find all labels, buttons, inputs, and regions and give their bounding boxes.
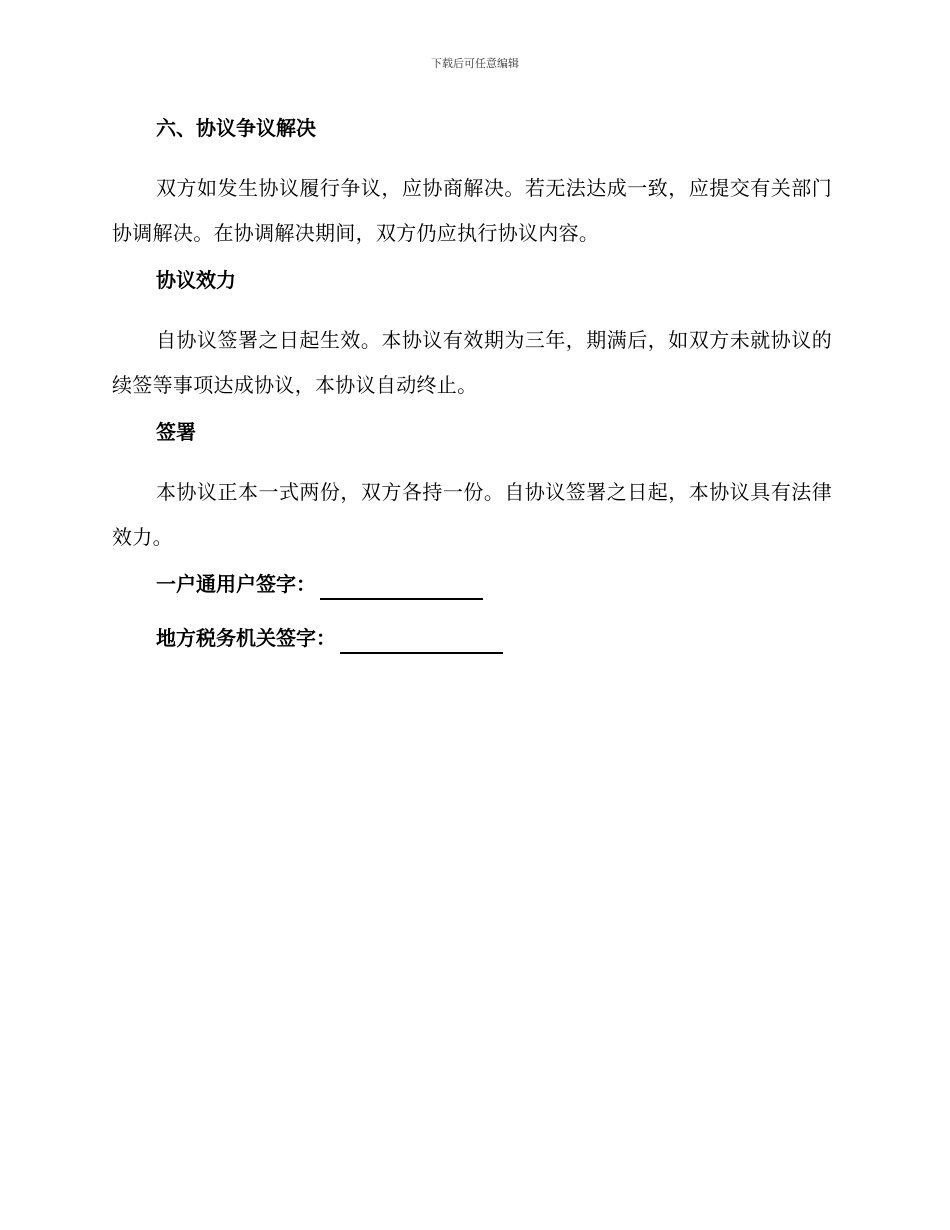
household-signature-label: 一户通用户签字： — [156, 572, 316, 596]
household-signature-blank — [320, 576, 483, 600]
header-note: 下载后可任意编辑 — [431, 57, 519, 70]
tax-office-signature-row — [112, 622, 832, 654]
household-signature-row — [112, 568, 832, 600]
section-title-signing: 签署 — [156, 420, 196, 444]
section-body-dispute: 双方如发生协议履行争议，应协商解决。若无法达成一致，应提交有关部门协调解决。在协调解决期间，双方仍应执行协议内容。 — [112, 176, 832, 245]
section-title-dispute: 六、协议争议解决 — [156, 116, 316, 140]
section-body-signing: 本协议正本一式两份，双方各持一份。自协议签署之日起，本协议具有法律效力。 — [112, 480, 832, 549]
tax-office-signature-label: 地方税务机关签字： — [156, 626, 336, 650]
section-title-validity: 协议效力 — [156, 268, 236, 292]
tax-office-signature-blank — [340, 630, 503, 654]
section-body-validity: 自协议签署之日起生效。本协议有效期为三年，期满后，如双方未就协议的续签等事项达成协议，本协议自动终止。 — [112, 328, 832, 397]
document-content — [112, 112, 832, 676]
